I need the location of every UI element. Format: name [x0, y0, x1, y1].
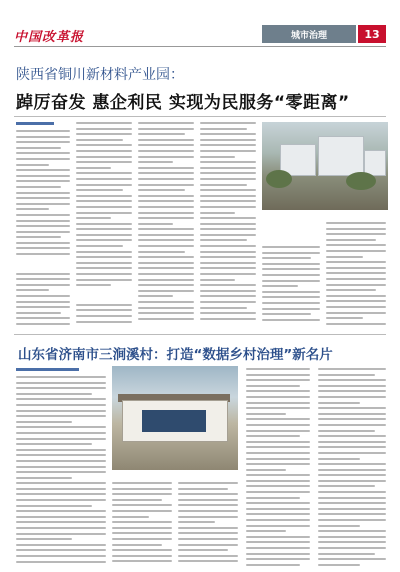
article2-headline: 山东省济南市三涧溪村：打造“数据乡村治理”新名片	[18, 347, 333, 363]
village-hall-photo	[112, 366, 238, 470]
industrial-park-photo	[262, 122, 388, 210]
page-number: 13	[358, 25, 386, 43]
article1-column-5	[262, 246, 320, 326]
article1-kicker-title: 陕西省铜川新材料产业园：	[16, 67, 184, 83]
article-divider	[14, 334, 386, 335]
article1-column-4	[200, 122, 256, 326]
article2-column-1	[16, 368, 106, 566]
article1-column-3	[138, 122, 194, 326]
article2-column-3	[178, 482, 238, 566]
article2-column-2	[112, 482, 172, 566]
page-header	[0, 0, 400, 58]
article1-byline	[16, 122, 54, 125]
article2-byline	[16, 368, 79, 371]
article1-column-6	[326, 222, 386, 326]
section-label: 城市治理	[262, 25, 356, 43]
header-divider	[14, 46, 386, 47]
article2-column-4	[246, 368, 310, 566]
headline-divider	[14, 116, 386, 117]
article2-column-5	[318, 368, 386, 566]
article1-column-1	[16, 122, 70, 326]
article1-headline: 踔厉奋发 惠企利民 实现为民服务“零距离”	[16, 93, 350, 113]
newspaper-masthead: 中国改革报	[14, 30, 85, 45]
article1-column-2	[76, 122, 132, 326]
